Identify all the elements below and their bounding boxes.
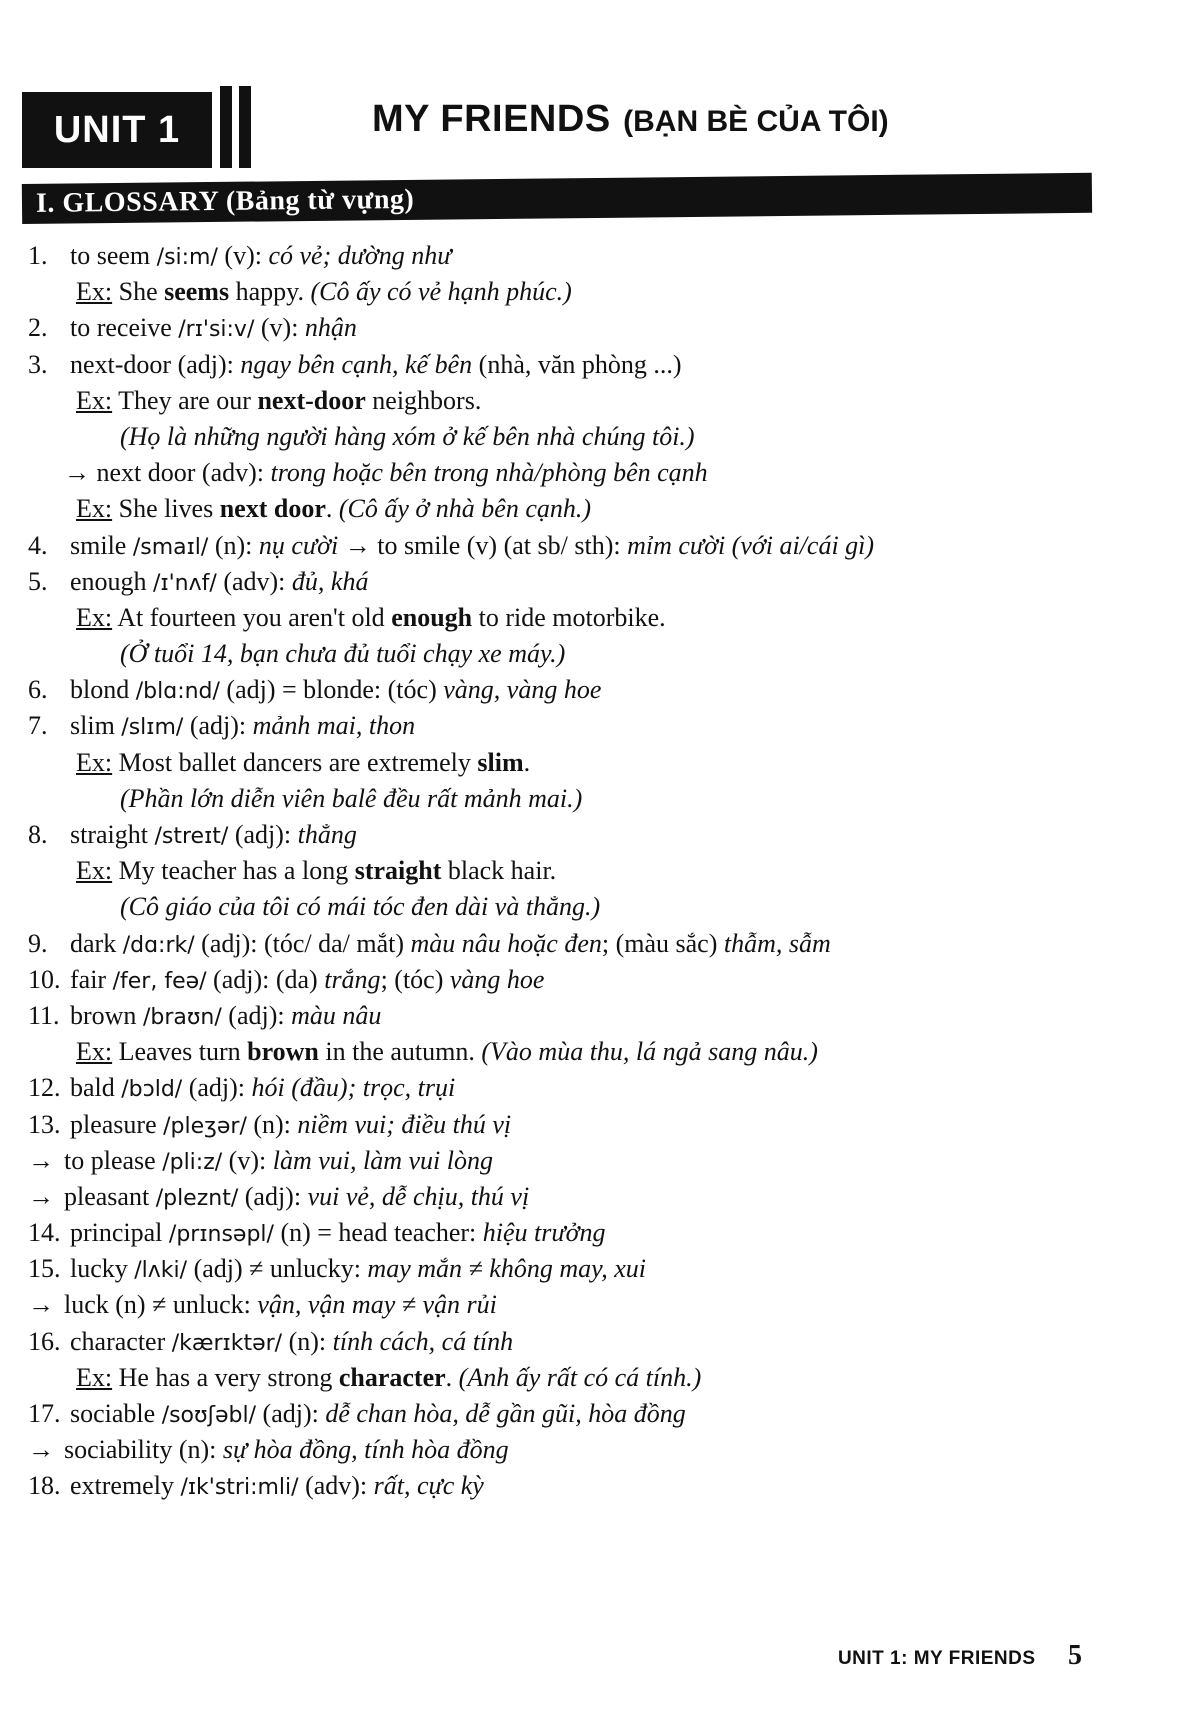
derived-item: → to please /pli:z/ (v): làm vui, làm vui lòng xyxy=(28,1143,1138,1179)
example-line: Ex: My teacher has a long straight black hair. xyxy=(76,856,557,886)
list-item: 5. enough /ɪ'nʌf/ (adv): đủ, khá xyxy=(28,566,369,596)
list-item: 11. brown /braʊn/ (adj): màu nâu xyxy=(28,1000,382,1030)
example-line: Ex: He has a very strong character. (Anh ấy rất có cá tính.) xyxy=(76,1362,702,1392)
translation-line: (Cô giáo của tôi có mái tóc đen dài và thẳng.) xyxy=(120,892,601,922)
list-item: 4. smile /smaɪl/ (n): nụ cười → to smile (v) (at sb/ sth): mỉm cười (với ai/cái gì) xyxy=(28,530,875,560)
title-sub: (BẠN BÈ CỦA TÔI) xyxy=(623,105,889,138)
example-line: Ex: At fourteen you aren't old enough to ride motorbike. xyxy=(76,602,666,632)
list-item: 6. blond /blɑ:nd/ (adj) = blonde: (tóc) vàng, vàng hoe xyxy=(28,675,602,705)
list-item: 3. next-door (adj): ngay bên cạnh, kế bên (nhà, văn phòng ...) xyxy=(28,349,682,379)
list-item: 1. to seem /si:m/ (v): có vẻ; dường như xyxy=(28,241,452,270)
glossary-list xyxy=(28,238,1138,1505)
derived-item: → sociability (n): sự hòa đồng, tính hòa đồng xyxy=(28,1432,1138,1468)
unit-header xyxy=(22,84,1172,180)
derived-item: → pleasant /pleznt/ (adj): vui vẻ, dễ chịu, thú vị xyxy=(28,1179,1138,1215)
list-item: 10. fair /fer, feə/ (adj): (da) trắng; (tóc) vàng hoe xyxy=(28,964,545,994)
list-item: 14. principal /prɪnsəpl/ (n) = head teacher: hiệu trưởng xyxy=(28,1218,606,1248)
page-number: 5 xyxy=(1068,1640,1082,1671)
arrow-icon: → xyxy=(28,1290,54,1320)
translation-line: (Ở tuổi 14, bạn chưa đủ tuổi chạy xe máy.) xyxy=(120,639,566,669)
derived-item: → next door (adv): trong hoặc bên trong nhà/phòng bên cạnh xyxy=(64,458,708,488)
unit-label: UNIT 1 xyxy=(22,92,212,168)
running-title: UNIT 1: MY FRIENDS xyxy=(837,1648,1036,1669)
arrow-icon: → xyxy=(28,1145,54,1175)
list-item: 13. pleasure /pleʒər/ (n): niềm vui; điều thú vị xyxy=(28,1109,512,1139)
example-line: Ex: She seems happy. (Cô ấy có vẻ hạnh phúc.) xyxy=(76,277,572,307)
list-item: 7. slim /slɪm/ (adj): mảnh mai, thon xyxy=(28,711,416,741)
page-title xyxy=(372,98,889,141)
derived-item: → luck (n) ≠ unluck: vận, vận may ≠ vận rủi xyxy=(28,1287,1138,1323)
list-item: 17. sociable /soʊʃəbl/ (adj): dễ chan hòa, dễ gần gũi, hòa đồng xyxy=(28,1399,686,1428)
list-item: 18. extremely /ɪk'stri:mli/ (adv): rất, cực kỳ xyxy=(28,1471,484,1501)
list-item: 9. dark /dɑ:rk/ (adj): (tóc/ da/ mắt) màu nâu hoặc đen; (màu sắc) thẫm, sẫm xyxy=(28,928,831,958)
page-footer xyxy=(838,1640,1082,1672)
example-line: Ex: Most ballet dancers are extremely slim. xyxy=(76,747,531,777)
arrow-icon: → xyxy=(344,530,371,560)
example-line: Ex: She lives next door. (Cô ấy ở nhà bên cạnh.) xyxy=(76,494,592,524)
header-bars xyxy=(220,86,251,168)
list-item: 2. to receive /rɪ'si:v/ (v): nhận xyxy=(28,313,357,343)
title-main: MY FRIENDS xyxy=(372,98,611,140)
list-item: 8. straight /streɪt/ (adj): thẳng xyxy=(28,820,357,849)
translation-line: (Phần lớn diễn viên balê đều rất mảnh mai.) xyxy=(120,783,583,813)
list-item: 15. lucky /lʌki/ (adj) ≠ unlucky: may mắn ≠ không may, xui xyxy=(28,1254,646,1284)
list-item: 16. character /kærɪktər/ (n): tính cách, cá tính xyxy=(28,1326,514,1356)
section-heading: I. GLOSSARY (Bảng từ vựng) xyxy=(22,173,1092,224)
translation-line: (Họ là những người hàng xóm ở kế bên nhà chúng tôi.) xyxy=(120,421,695,451)
arrow-icon: → xyxy=(28,1181,54,1211)
arrow-icon: → xyxy=(28,1435,54,1465)
list-item: 12. bald /bɔld/ (adj): hói (đầu); trọc, trụi xyxy=(28,1073,456,1103)
example-line: Ex: They are our next-door neighbors. xyxy=(76,385,482,415)
arrow-icon: → xyxy=(64,458,90,488)
example-line: Ex: Leaves turn brown in the autumn. (Vào mùa thu, lá ngả sang nâu.) xyxy=(76,1037,818,1067)
